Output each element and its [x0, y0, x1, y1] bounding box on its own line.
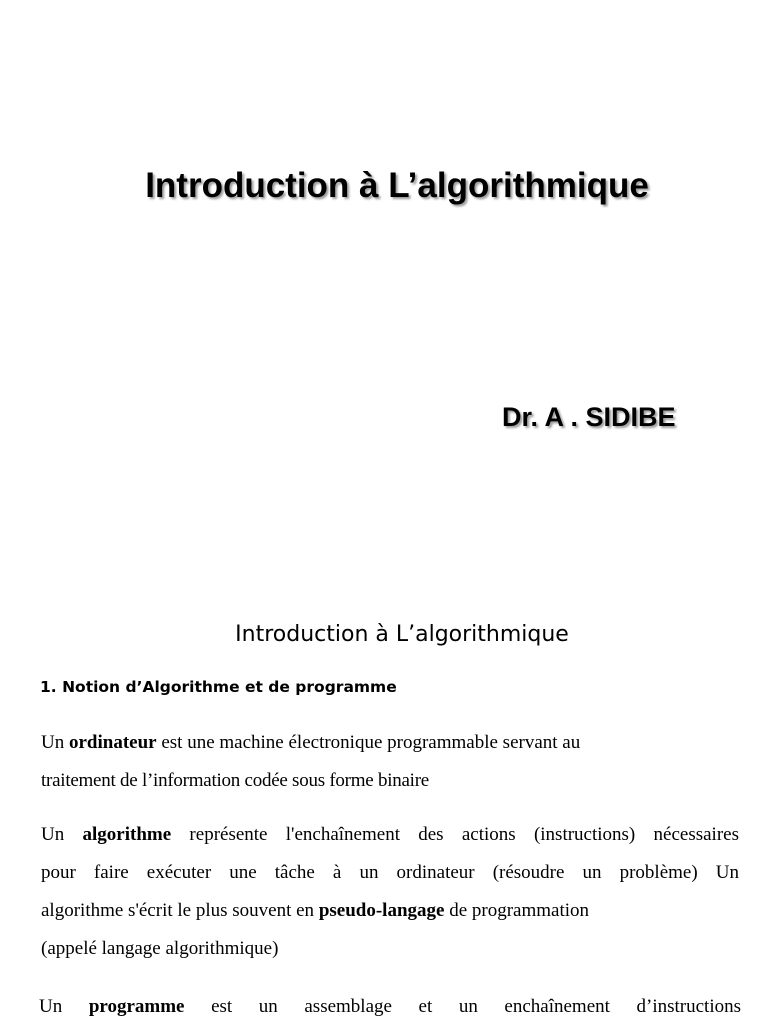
keyword-pseudo-langage: pseudo-langage [318, 900, 445, 921]
paragraph-algorithme [41, 824, 739, 976]
slide-2-title: Introduction à L’algorithmique [235, 622, 569, 647]
paragraph-line: (appelé langage algorithmique) [41, 938, 279, 959]
paragraph-line: traitement de l’information codée sous forme binaire [41, 770, 429, 791]
paragraph-line: Un ordinateur est une machine électronique programmable servant au [41, 732, 581, 753]
paragraph-line: Un algorithme représente l'enchaînement des actions (instructions) nécessaires [41, 824, 739, 845]
keyword-programme: programme [88, 996, 185, 1017]
paragraph-programme [39, 996, 741, 1034]
slide-1-title: Introduction à L’algorithmique [145, 166, 649, 205]
paragraph-line: pour faire exécuter une tâche à un ordinateur (résoudre un problème) Un [41, 862, 739, 883]
section-heading: 1. Notion d’Algorithme et de programme [40, 678, 397, 696]
paragraph-line: Un programme est un assemblage et un enchaînement d’instructions [39, 996, 741, 1017]
paragraph-line: algorithme s'écrit le plus souvent en pseudo-langage de programmation [41, 900, 590, 921]
keyword-ordinateur: ordinateur [68, 732, 157, 753]
paragraph-ordinateur [41, 732, 741, 808]
keyword-algorithme: algorithme [82, 824, 172, 845]
slide-1-author: Dr. A . SIDIBE [502, 402, 676, 432]
